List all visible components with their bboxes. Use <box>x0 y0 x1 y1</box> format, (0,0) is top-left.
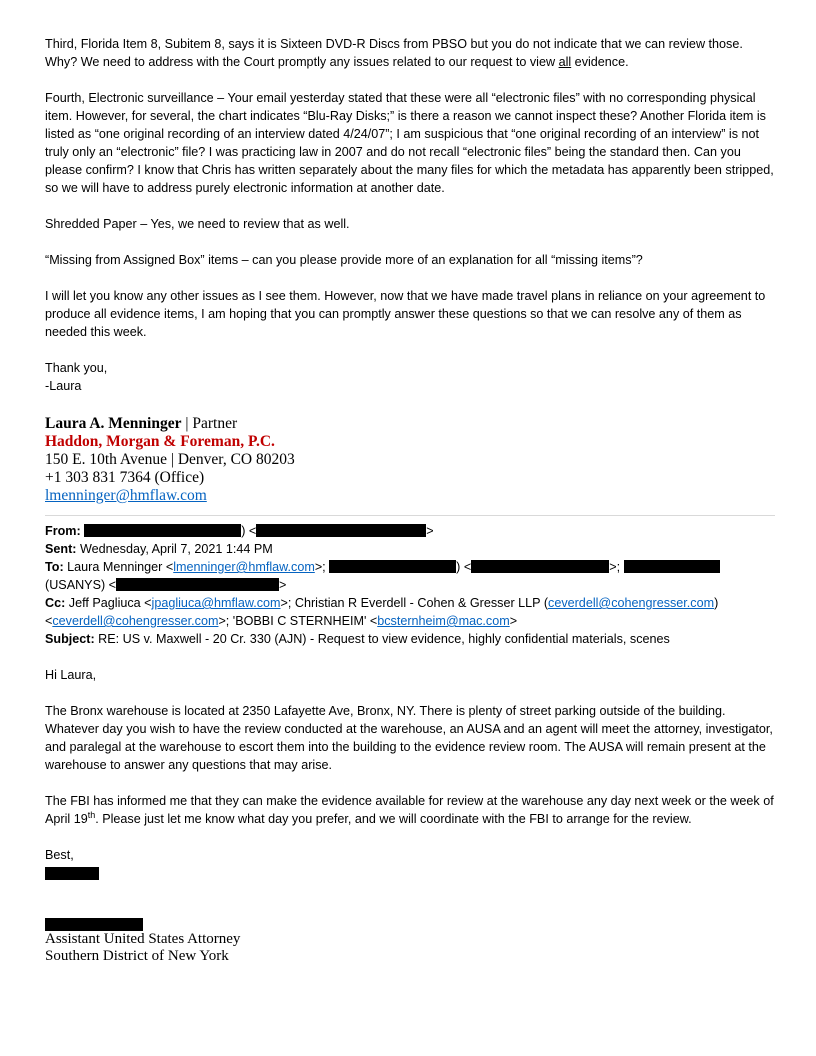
paragraph-fourth: Fourth, Electronic surveillance – Your email yesterday stated that these were all “electronic files” with no corresponding physical item. However, for several, the chart indicates “Blu-Ray Disks;” is there a reason we cannot inspect these? Another Florida item is listed as “one original recording of an interview dated 4/24/07”; I am suspicious that “one original recording of an interview” is not truly only an “electronic” file? I was practicing law in 2007 and do not recall “electronic files” being the standard then. Can you please confirm? I know that Chris has written separately about the many files for which the metadata has apparently been stripped, so we will have to address purely electronic information at another date. <box>45 91 774 195</box>
redaction <box>624 560 720 573</box>
closing-thanks: Thank you, <box>45 361 108 375</box>
signature-phone: +1 303 831 7364 (Office) <box>45 469 205 486</box>
reply-paragraph-warehouse: The Bronx warehouse is located at 2350 Lafayette Ave, Bronx, NY. There is plenty of street parking outside of the building. Whatever day you wish to have the review conducted at the warehouse, an AUSA and an agent will meet the attorney, investigator, and paralegal at the warehouse to escort them into the building to the evidence review room. The AUSA will remain present at the warehouse to answer any questions that may arise. <box>45 704 773 772</box>
redaction <box>45 867 99 880</box>
sender-signature <box>45 931 775 965</box>
reply-closing: Best, <box>45 848 74 862</box>
paragraph-other-issues: I will let you know any other issues as I see them. However, now that we have made travel plans in reliance on your agreement to produce all evidence items, I am hoping that you can promptly answer these questions so that we can resolve any of them as needed this week. <box>45 289 766 339</box>
redaction <box>471 560 609 573</box>
redaction <box>45 918 143 931</box>
paragraph-third: Third, Florida Item 8, Subitem 8, says it is Sixteen DVD-R Discs from PBSO but you do not indicate that we can review those. Why? We need to address with the Court promptly any issues related to our request to view all evidence. <box>45 37 743 69</box>
signature-title: | Partner <box>181 415 238 432</box>
signature-email-link[interactable]: lmenninger@hmflaw.com <box>45 487 207 504</box>
email-signature <box>45 415 775 505</box>
sender-office: Southern District of New York <box>45 948 229 964</box>
cc-email-link[interactable]: ceverdell@cohengresser.com <box>548 596 715 610</box>
paragraph-missing-items: “Missing from Assigned Box” items – can you please provide more of an explanation for all “missing items”? <box>45 253 643 267</box>
signature-name: Laura A. Menninger <box>45 415 182 432</box>
sent-line: Sent: Wednesday, April 7, 2021 1:44 PM <box>45 542 273 556</box>
redaction <box>84 524 241 537</box>
redaction <box>329 560 456 573</box>
redaction <box>116 578 279 591</box>
redaction <box>256 524 426 537</box>
sender-role: Assistant United States Attorney <box>45 931 241 947</box>
reply-greeting: Hi Laura, <box>45 668 97 682</box>
email-document <box>45 35 775 965</box>
to-email-link[interactable]: lmenninger@hmflaw.com <box>173 560 315 574</box>
cc-line-continued: <ceverdell@cohengresser.com>; 'BOBBI C STERNHEIM' <bcsternheim@mac.com> <box>45 614 518 628</box>
to-line: To: Laura Menninger <lmenninger@hmflaw.com>; ) < >; <box>45 558 775 576</box>
from-line: From: ) < > <box>45 524 434 538</box>
cc-email-link[interactable]: bcsternheim@mac.com <box>377 614 510 628</box>
reply-paragraph-fbi: The FBI has informed me that they can make the evidence available for review at the warehouse any day next week or the week of April 19th. Please just let me know what day you prefer, and we will coordinate with the FBI to arrange for the review. <box>45 794 774 826</box>
to-line-continued: (USANYS) < > <box>45 578 287 592</box>
cc-email-link[interactable]: ceverdell@cohengresser.com <box>52 614 219 628</box>
cc-email-link[interactable]: jpagliuca@hmflaw.com <box>151 596 281 610</box>
paragraph-shredded-paper: Shredded Paper – Yes, we need to review that as well. <box>45 217 350 231</box>
signature-address: 150 E. 10th Avenue | Denver, CO 80203 <box>45 451 295 468</box>
divider <box>45 515 775 516</box>
signature-firm: Haddon, Morgan & Foreman, P.C. <box>45 433 275 450</box>
subject-line: Subject: RE: US v. Maxwell - 20 Cr. 330 (AJN) - Request to view evidence, highly confidential materials, scenes <box>45 632 670 646</box>
email-header <box>45 522 775 648</box>
closing-sign: -Laura <box>45 379 82 393</box>
cc-line: Cc: Jeff Pagliuca <jpagliuca@hmflaw.com>; Christian R Everdell - Cohen & Gresser LLP (ceverdell@cohengresser.com) <box>45 596 719 610</box>
